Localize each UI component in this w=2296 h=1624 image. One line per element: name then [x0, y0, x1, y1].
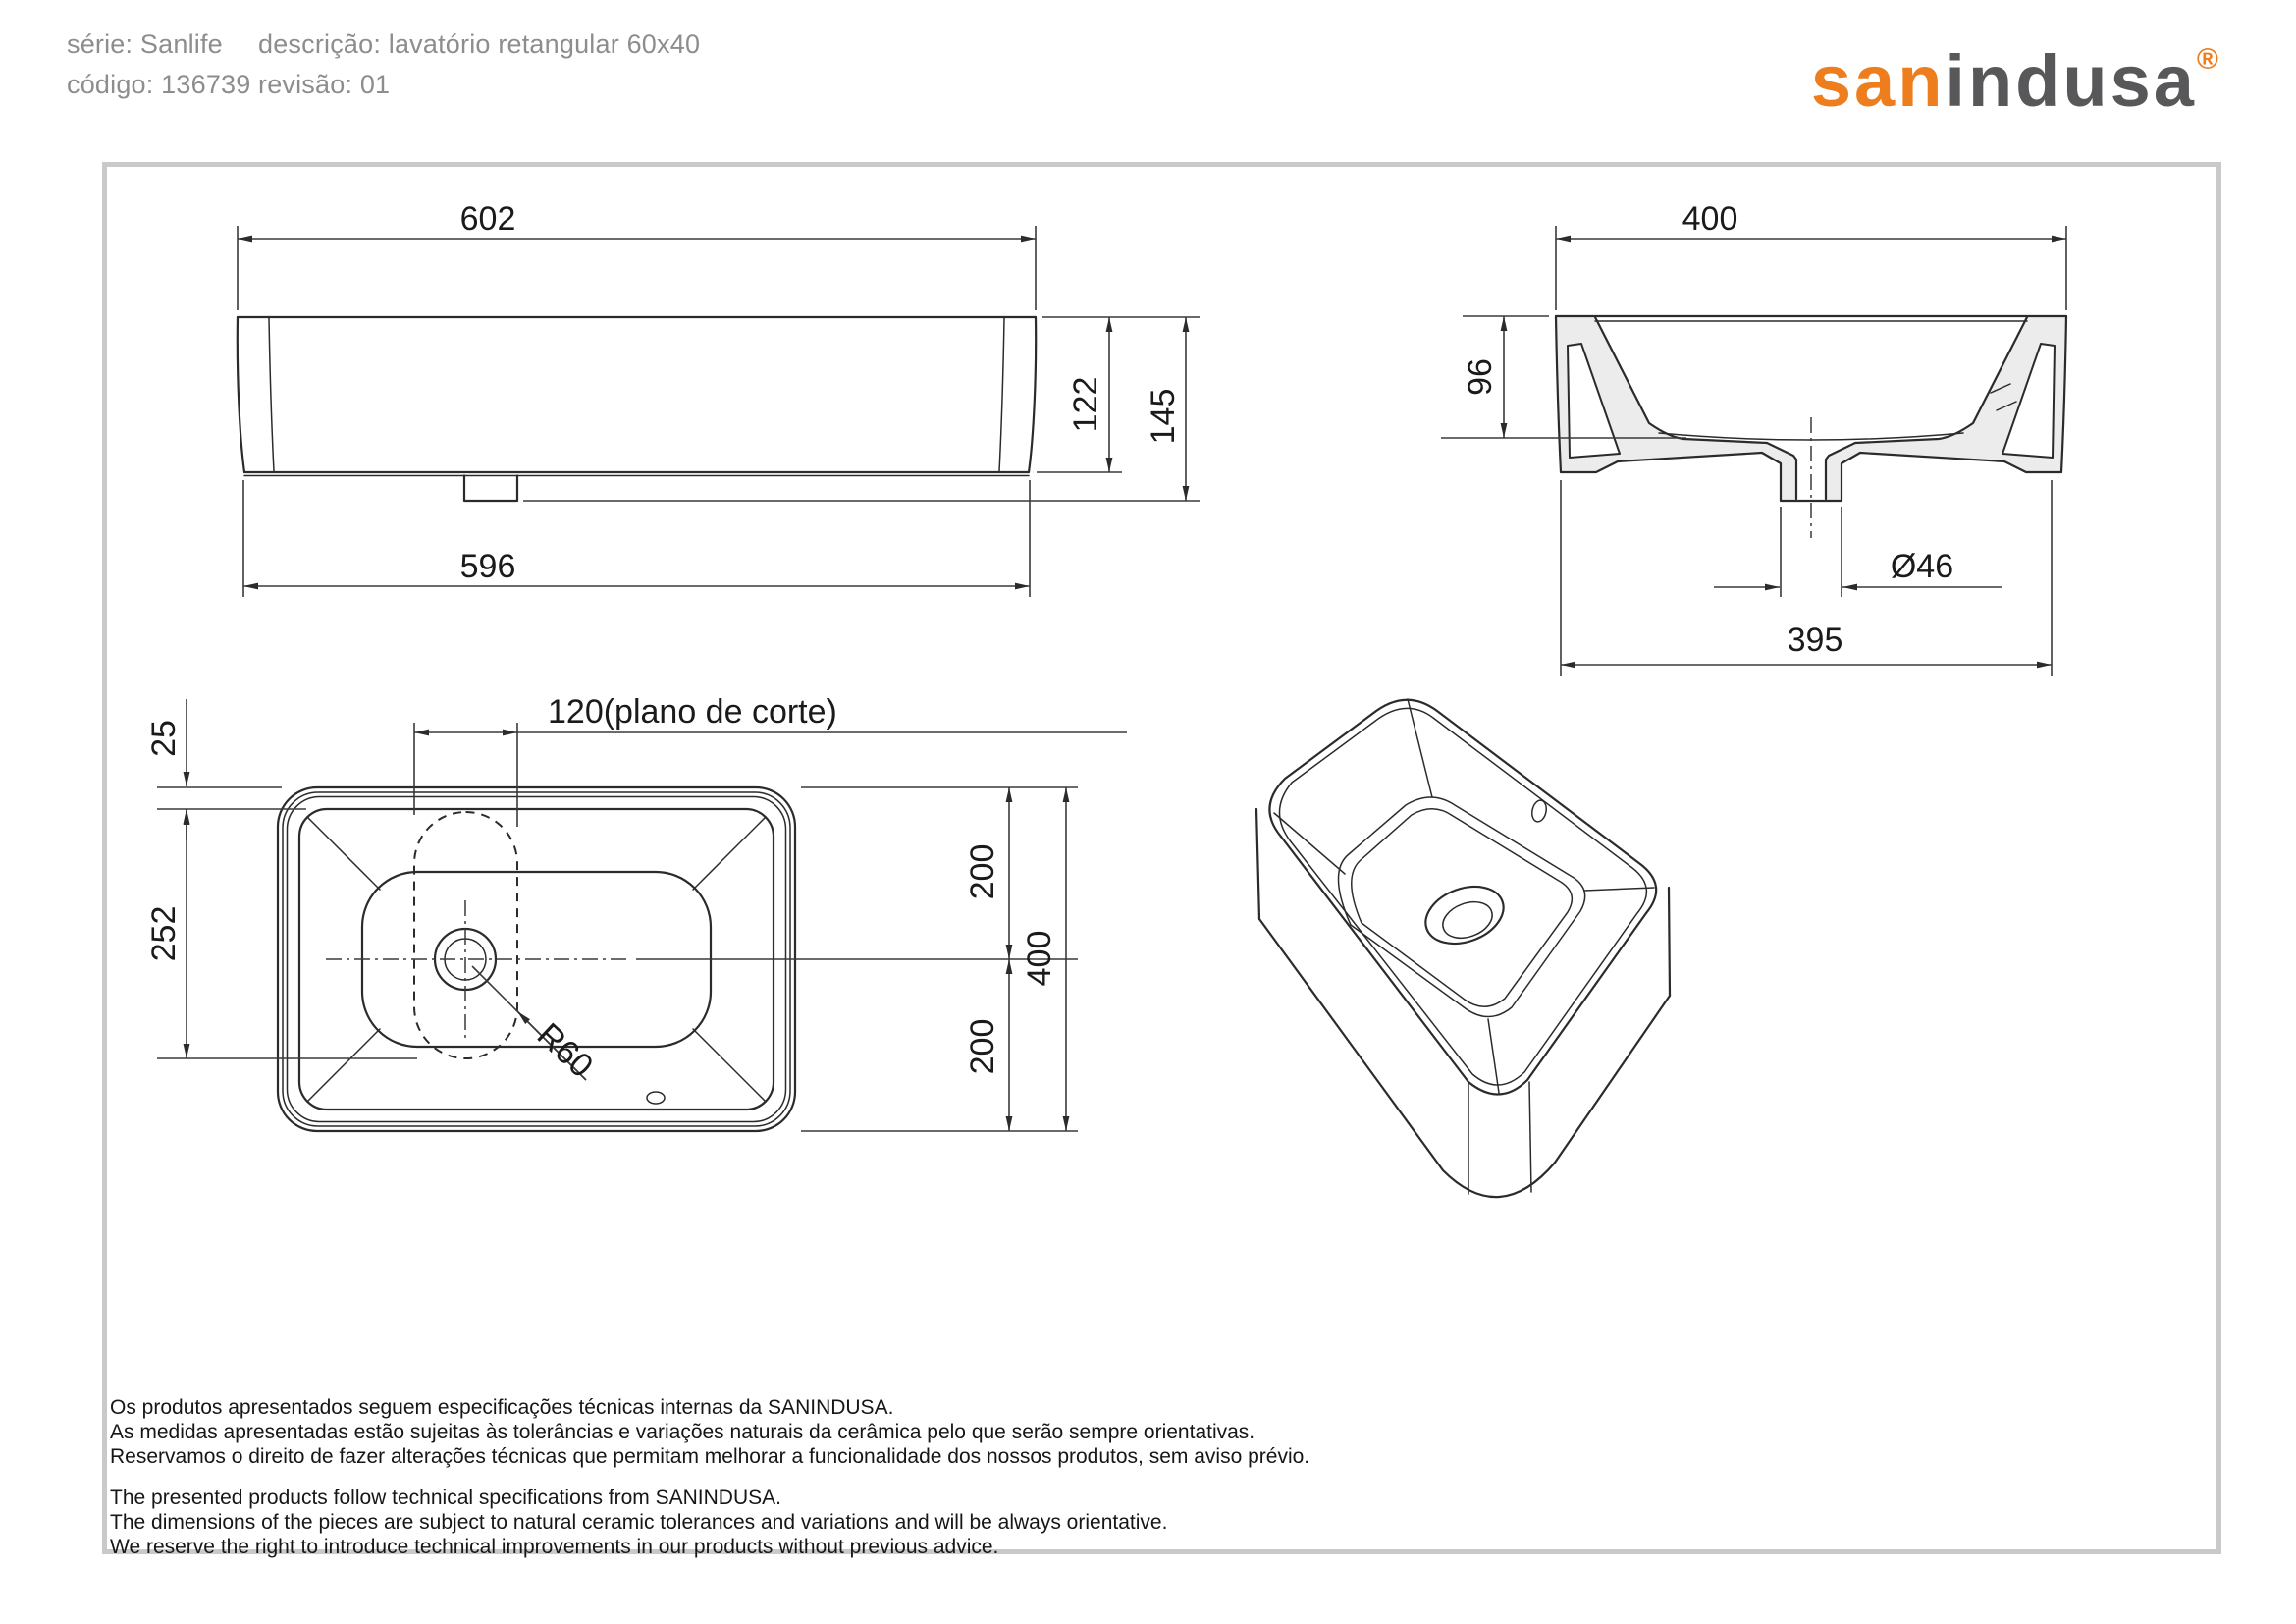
dim-120-cutplane: 120(plano de corte) — [548, 693, 837, 731]
disclaimer-pt-line2: As medidas apresentadas estão sujeitas às tolerâncias e variações naturais da cerâmica pelo que serão sempre orientativas. — [110, 1421, 1255, 1443]
dim-25: 25 — [145, 720, 183, 757]
section-dim-width — [1556, 200, 2066, 310]
front-dim-width-bottom — [243, 480, 1030, 597]
logo-rest: indusa — [1945, 40, 2197, 122]
dim-400-plan: 400 — [1021, 930, 1058, 987]
section-dim-base — [1561, 480, 2052, 676]
header-revision: revisão: 01 — [258, 70, 391, 99]
drain-hole-iso-inner — [1438, 895, 1497, 945]
plan-dim-recess — [145, 809, 417, 1058]
drain-hole-iso-outer — [1417, 877, 1512, 954]
dim-200-bottom: 200 — [964, 1018, 1001, 1075]
dim-d46: Ø46 — [1890, 548, 1954, 585]
dim-400-section: 400 — [1682, 200, 1738, 238]
disclaimer-pt-line1: Os produtos apresentados seguem especificações técnicas internas da SANINDUSA. — [110, 1396, 894, 1419]
disclaimer-en-line1: The presented products follow technical specifications from SANINDUSA. — [110, 1487, 781, 1509]
plan-dim-depths — [636, 787, 1078, 1131]
disclaimer-pt-line3: Reservamos o direito de fazer alterações técnicas que permitam melhorar a funcionalidade dos nossos produtos, sem aviso prévio. — [110, 1445, 1310, 1468]
disclaimer-en — [110, 1486, 1167, 1559]
header-description: descrição: lavatório retangular 60x40 — [258, 29, 701, 59]
front-dim-width-top — [238, 200, 1036, 310]
plan-dim-rim — [145, 699, 306, 840]
plan-view — [145, 693, 1127, 1131]
plan-radius-leader — [472, 966, 600, 1085]
dim-596: 596 — [459, 548, 516, 585]
dim-252: 252 — [145, 905, 183, 962]
overflow-hole-plan — [647, 1092, 665, 1104]
section-dim-drain — [1714, 507, 2002, 597]
dim-602: 602 — [459, 200, 516, 238]
dim-r60: R60 — [529, 1015, 601, 1086]
dim-395: 395 — [1787, 622, 1843, 659]
header-series: série: Sanlife — [67, 29, 223, 59]
section-view — [1441, 200, 2066, 676]
plan-dim-cutplane — [414, 693, 1127, 827]
disclaimer-en-line3: We reserve the right to introduce technical improvements in our products without previous advice. — [110, 1536, 999, 1558]
dim-145: 145 — [1145, 388, 1182, 445]
dim-96: 96 — [1462, 358, 1499, 396]
disclaimer-pt — [110, 1395, 1309, 1469]
disclaimer-en-line2: The dimensions of the pieces are subject to natural ceramic tolerances and variations and will be always orientative. — [110, 1511, 1168, 1534]
header-code: código: 136739 — [67, 70, 251, 99]
registered-mark-icon: ® — [2196, 43, 2218, 76]
dim-122: 122 — [1067, 376, 1104, 433]
front-view — [238, 200, 1200, 597]
dim-200-top: 200 — [964, 843, 1001, 900]
isometric-view — [1256, 699, 1670, 1197]
logo-accent: san — [1810, 40, 1946, 122]
